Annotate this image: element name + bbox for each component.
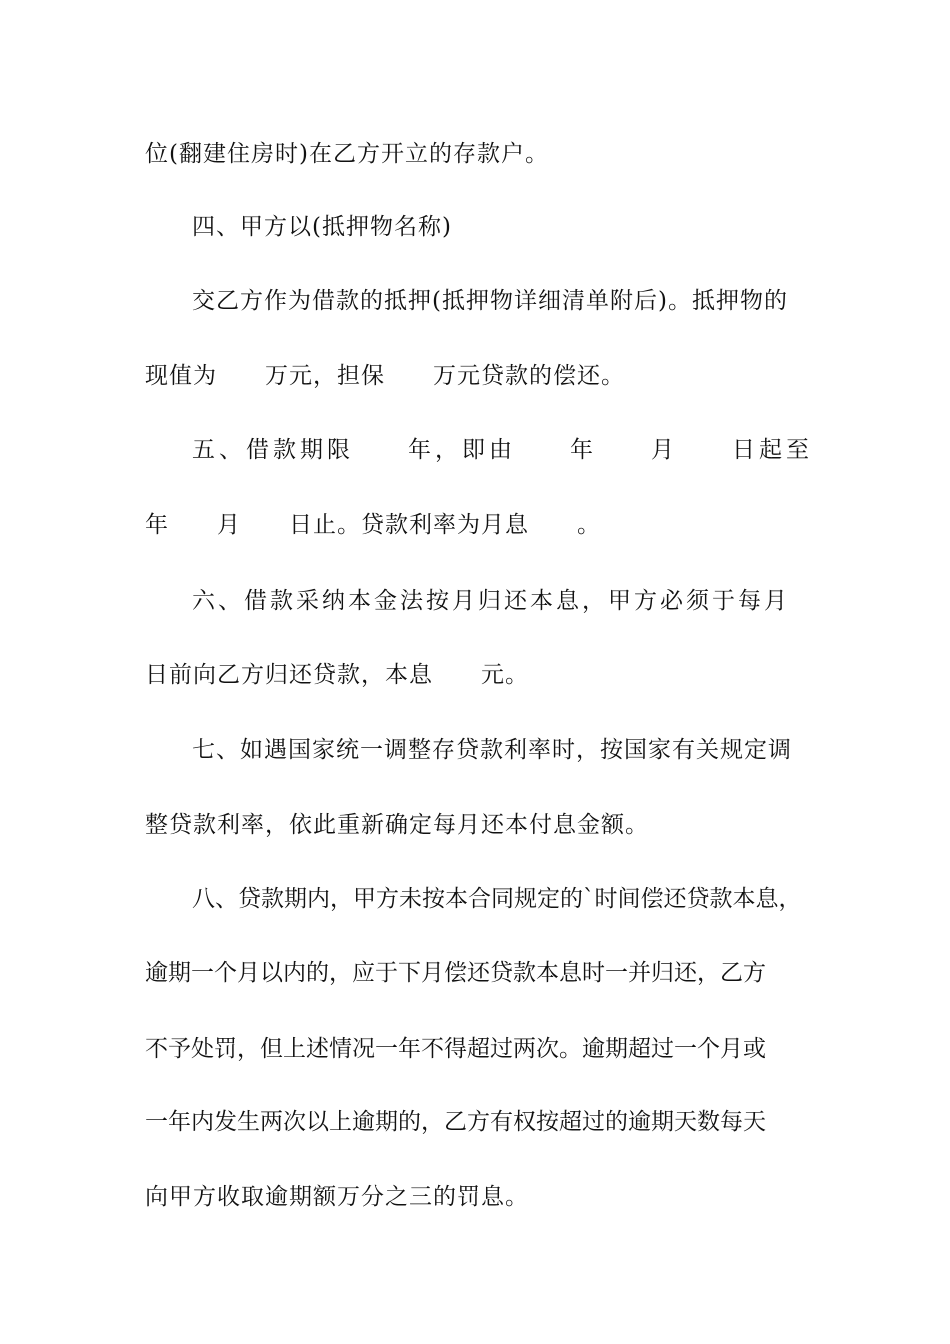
- paragraph-line: 整贷款利率，依此重新确定每月还本付息金额。: [145, 812, 649, 838]
- paragraph-line: 八、贷款期内，甲方未按本合同规定的`时间偿还贷款本息，: [192, 886, 802, 912]
- paragraph-line: 七、如遇国家统一调整存贷款利率时，按国家有关规定调: [192, 737, 792, 763]
- paragraph-line: 四、甲方以(抵押物名称): [192, 214, 452, 240]
- paragraph-line: 现值为 万元，担保 万元贷款的偿还。: [145, 363, 625, 389]
- paragraph-line: 一年内发生两次以上逾期的，乙方有权按超过的逾期天数每天: [145, 1109, 766, 1135]
- paragraph-line: 日前向乙方归还贷款，本息 元。: [145, 662, 529, 688]
- paragraph-line: 五、借款期限 年，即由 年 月 日起至: [192, 437, 813, 463]
- paragraph-line: 向甲方收取逾期额万分之三的罚息。: [145, 1184, 529, 1210]
- paragraph-line: 六、借款采纳本金法按月归还本息，甲方必须于每月: [192, 588, 790, 614]
- paragraph-line: 逾期一个月以内的，应于下月偿还贷款本息时一并归还，乙方: [145, 960, 766, 986]
- paragraph-line: 年 月 日止。贷款利率为月息 。: [145, 512, 601, 538]
- paragraph-line: 位(翻建住房时)在乙方开立的存款户。: [145, 141, 549, 167]
- paragraph-line: 不予处罚，但上述情况一年不得超过两次。逾期超过一个月或: [145, 1036, 766, 1062]
- paragraph-line: 交乙方作为借款的抵押(抵押物详细清单附后)。抵押物的: [192, 288, 788, 314]
